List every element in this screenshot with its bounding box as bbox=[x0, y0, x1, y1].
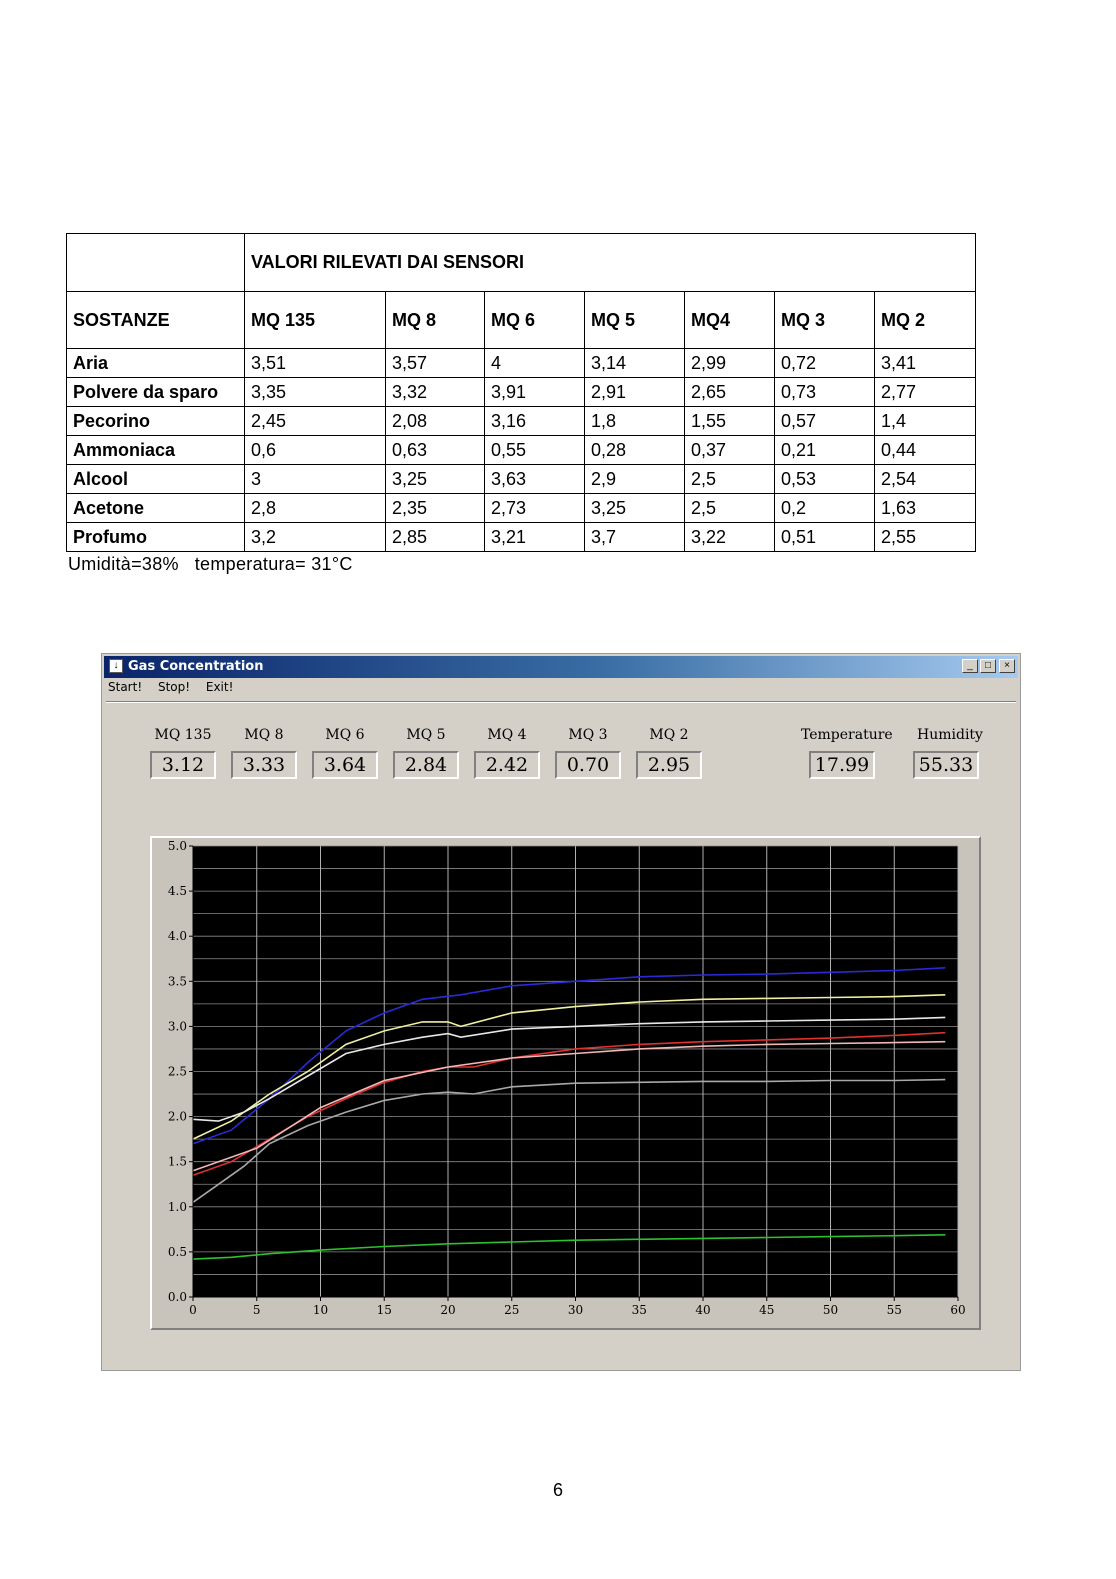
table-cell: 2,55 bbox=[875, 523, 976, 552]
substance-name: Polvere da sparo bbox=[67, 378, 245, 407]
title-bar[interactable] bbox=[104, 656, 1018, 678]
x-tick-label: 20 bbox=[440, 1303, 456, 1317]
column-header: MQ 135 bbox=[245, 292, 386, 349]
menu-separator bbox=[106, 701, 1016, 703]
sensor-value: 3.12 bbox=[150, 751, 216, 779]
table-cell: 2,73 bbox=[485, 494, 585, 523]
y-tick-label: 5.0 bbox=[167, 839, 187, 853]
table-cell: 1,4 bbox=[875, 407, 976, 436]
sensor-label: MQ 4 bbox=[487, 727, 527, 743]
table-cell: 0,21 bbox=[775, 436, 875, 465]
y-tick-label: 1.5 bbox=[167, 1154, 187, 1169]
substance-name: Profumo bbox=[67, 523, 245, 552]
group-header: VALORI RILEVATI DAI SENSORI bbox=[245, 234, 976, 292]
table-cell: 1,55 bbox=[685, 407, 775, 436]
table-cell: 3,25 bbox=[585, 494, 685, 523]
x-tick-label: 30 bbox=[567, 1303, 584, 1317]
y-tick-label: 4.0 bbox=[167, 929, 187, 944]
sensor-value: 2.95 bbox=[636, 751, 702, 779]
substance-name: Ammoniaca bbox=[67, 436, 245, 465]
table-cell: 3,51 bbox=[245, 349, 386, 378]
x-tick-label: 35 bbox=[631, 1303, 647, 1317]
sensor-value: 0.70 bbox=[555, 751, 621, 779]
sensor-value: 2.42 bbox=[474, 751, 540, 779]
x-tick-label: 50 bbox=[822, 1303, 839, 1317]
table-cell: 0,73 bbox=[775, 378, 875, 407]
temperature-label: Temperature bbox=[801, 727, 893, 743]
table-cell: 2,91 bbox=[585, 378, 685, 407]
x-tick-label: 45 bbox=[759, 1303, 775, 1317]
table-row bbox=[67, 378, 976, 407]
sensor-label: MQ 3 bbox=[568, 727, 608, 743]
chart-frame bbox=[150, 836, 981, 1330]
table-cell: 4 bbox=[485, 349, 585, 378]
table-cell: 1,8 bbox=[585, 407, 685, 436]
x-tick-label: 60 bbox=[950, 1303, 966, 1317]
table-cell: 1,63 bbox=[875, 494, 976, 523]
sensor-label: MQ 6 bbox=[325, 727, 365, 743]
table-cell: 3,14 bbox=[585, 349, 685, 378]
minimize-button[interactable]: _ bbox=[962, 659, 978, 673]
table-cell: 3,63 bbox=[485, 465, 585, 494]
gas-concentration-window bbox=[101, 653, 1021, 1371]
close-button[interactable]: × bbox=[999, 659, 1015, 673]
table-cell: 0,2 bbox=[775, 494, 875, 523]
table-row bbox=[67, 436, 976, 465]
maximize-button[interactable]: □ bbox=[980, 659, 996, 673]
column-header: MQ 6 bbox=[485, 292, 585, 349]
table-cell: 2,65 bbox=[685, 378, 775, 407]
table-cell: 0,37 bbox=[685, 436, 775, 465]
sensor-label: MQ 8 bbox=[244, 727, 284, 743]
y-tick-label: 0.5 bbox=[167, 1244, 187, 1259]
table-cell: 3,91 bbox=[485, 378, 585, 407]
table-cell: 0,57 bbox=[775, 407, 875, 436]
table-cell: 3 bbox=[245, 465, 386, 494]
table-cell: 2,08 bbox=[386, 407, 485, 436]
table-cell: 3,22 bbox=[685, 523, 775, 552]
table-cell: 3,21 bbox=[485, 523, 585, 552]
table-cell: 0,6 bbox=[245, 436, 386, 465]
column-header: MQ 8 bbox=[386, 292, 485, 349]
table-cell: 3,2 bbox=[245, 523, 386, 552]
table-cell: 2,77 bbox=[875, 378, 976, 407]
substance-name: Acetone bbox=[67, 494, 245, 523]
y-tick-label: 0.0 bbox=[167, 1290, 187, 1304]
table-cell: 2,54 bbox=[875, 465, 976, 494]
sensor-values-table bbox=[66, 233, 976, 552]
x-tick-label: 15 bbox=[376, 1303, 392, 1317]
table-cell: 0,44 bbox=[875, 436, 976, 465]
table-cell: 2,35 bbox=[386, 494, 485, 523]
substance-name: Alcool bbox=[67, 465, 245, 494]
y-tick-label: 1.0 bbox=[167, 1199, 187, 1214]
sensor-value: 3.33 bbox=[231, 751, 297, 779]
table-cell: 2,5 bbox=[685, 465, 775, 494]
sensor-label: MQ 2 bbox=[649, 727, 689, 743]
sensor-value: 3.64 bbox=[312, 751, 378, 779]
x-tick-label: 55 bbox=[886, 1303, 902, 1317]
app-icon[interactable]: ↓ bbox=[109, 659, 123, 673]
window-title: Gas Concentration bbox=[128, 659, 264, 674]
substance-name: Pecorino bbox=[67, 407, 245, 436]
y-tick-label: 2.0 bbox=[167, 1109, 187, 1124]
table-corner-top bbox=[67, 234, 245, 292]
gas-concentration-chart bbox=[152, 838, 979, 1328]
table-cell: 0,63 bbox=[386, 436, 485, 465]
table-row bbox=[67, 494, 976, 523]
y-tick-label: 2.5 bbox=[167, 1064, 187, 1079]
humidity-value: 55.33 bbox=[913, 751, 979, 779]
sensor-label: MQ 5 bbox=[406, 727, 446, 743]
table-cell: 0,72 bbox=[775, 349, 875, 378]
table-cell: 0,53 bbox=[775, 465, 875, 494]
table-cell: 0,51 bbox=[775, 523, 875, 552]
table-cell: 3,25 bbox=[386, 465, 485, 494]
x-tick-label: 25 bbox=[504, 1303, 520, 1317]
x-tick-label: 10 bbox=[312, 1303, 329, 1317]
column-header: MQ 3 bbox=[775, 292, 875, 349]
column-header: MQ 2 bbox=[875, 292, 976, 349]
column-header: MQ 5 bbox=[585, 292, 685, 349]
menu-stop[interactable]: Stop! bbox=[157, 680, 191, 694]
table-cell: 2,99 bbox=[685, 349, 775, 378]
menu-exit[interactable]: Exit! bbox=[205, 680, 234, 694]
column-header: MQ4 bbox=[685, 292, 775, 349]
table-cell: 3,32 bbox=[386, 378, 485, 407]
y-tick-label: 4.5 bbox=[167, 884, 187, 899]
humidity-label: Humidity bbox=[917, 727, 983, 743]
y-tick-label: 3.5 bbox=[167, 974, 187, 989]
table-cell: 3,7 bbox=[585, 523, 685, 552]
environment-note: Umidità=38% temperatura= 31°C bbox=[68, 554, 353, 574]
page-number: 6 bbox=[552, 1480, 563, 1500]
table-cell: 3,41 bbox=[875, 349, 976, 378]
table-row bbox=[67, 465, 976, 494]
table-row bbox=[67, 407, 976, 436]
table-cell: 2,9 bbox=[585, 465, 685, 494]
substance-name: Aria bbox=[67, 349, 245, 378]
table-cell: 2,85 bbox=[386, 523, 485, 552]
table-cell: 2,5 bbox=[685, 494, 775, 523]
table-cell: 3,35 bbox=[245, 378, 386, 407]
sensor-value: 2.84 bbox=[393, 751, 459, 779]
table-cell: 0,55 bbox=[485, 436, 585, 465]
table-row bbox=[67, 523, 976, 552]
table-cell: 0,28 bbox=[585, 436, 685, 465]
menu-bar bbox=[108, 680, 245, 698]
x-tick-label: 5 bbox=[252, 1303, 261, 1317]
x-tick-label: 0 bbox=[189, 1303, 197, 1317]
sensor-label: MQ 135 bbox=[154, 727, 212, 743]
table-cell: 2,8 bbox=[245, 494, 386, 523]
table-cell: 3,57 bbox=[386, 349, 485, 378]
table-cell: 3,16 bbox=[485, 407, 585, 436]
table-row bbox=[67, 349, 976, 378]
table-cell: 2,45 bbox=[245, 407, 386, 436]
temperature-value: 17.99 bbox=[809, 751, 875, 779]
corner-label: SOSTANZE bbox=[67, 292, 245, 349]
x-tick-label: 40 bbox=[695, 1303, 711, 1317]
y-tick-label: 3.0 bbox=[167, 1019, 187, 1034]
menu-start[interactable]: Start! bbox=[108, 680, 143, 694]
